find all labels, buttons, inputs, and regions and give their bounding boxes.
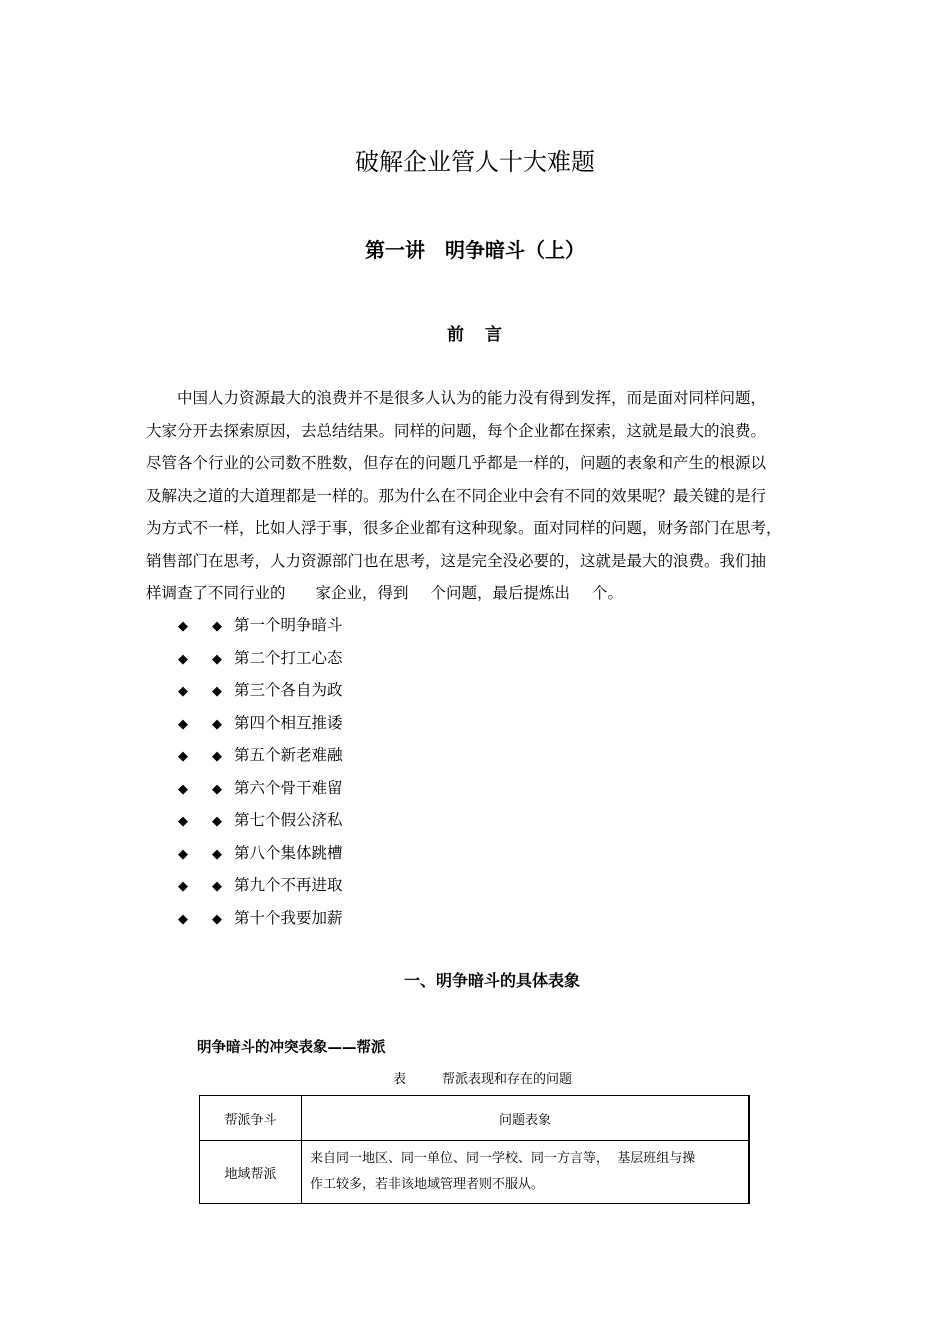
diamond-bullet-icon: ◆ bbox=[178, 814, 188, 829]
list-item: ◆ ◆ 第十个我要加薪 bbox=[178, 902, 343, 935]
table-header-cell: 帮派争斗 bbox=[200, 1096, 302, 1141]
paragraph-line: 尽管各个行业的公司数不胜数，但存在的问题几乎都是一样的，问题的表象和产生的根源以 bbox=[146, 454, 767, 472]
diamond-bullet-icon: ◆ bbox=[178, 716, 188, 732]
list-item: ◆ ◆ 第六个骨干难留 bbox=[178, 772, 343, 805]
table-caption-text: 帮派表现和存在的问题 bbox=[442, 1072, 573, 1087]
list-item: ◆ ◆ 第七个假公济私 bbox=[178, 804, 343, 837]
diamond-bullet-icon: ◆ bbox=[178, 651, 188, 667]
paragraph-line: 大家分开去探索原因，去总结结果。同样的问题，每个企业都在探索，这就是最大的浪费。 bbox=[146, 421, 767, 440]
list-item: ◆ ◆ 第三个各自为政 bbox=[178, 674, 343, 707]
table-cell-description: 来自同一地区、同一单位、同一学校、同一方言等， 基层班组与操 作工较多，若非该地域管理者则不服从。 bbox=[302, 1141, 750, 1204]
diamond-bullet-icon: ◆ bbox=[212, 846, 222, 862]
diamond-bullet-icon: ◆ bbox=[212, 911, 222, 927]
diamond-bullet-icon: ◆ bbox=[178, 684, 188, 699]
lecture-title: 第一讲 明争暗斗（上） bbox=[365, 238, 585, 262]
table-header-cell: 问题表象 bbox=[302, 1096, 750, 1141]
problem-list bbox=[178, 609, 343, 934]
diamond-bullet-icon: ◆ bbox=[212, 619, 222, 634]
preface-char-2: 言 bbox=[485, 325, 503, 345]
diamond-bullet-icon: ◆ bbox=[212, 684, 222, 699]
list-item: ◆ ◆ 第九个不再进取 bbox=[178, 869, 343, 902]
paragraph-line: 为方式不一样，比如人浮于事，很多企业都有这种现象。面对同样的问题，财务部门在思考， bbox=[146, 519, 782, 537]
diamond-bullet-icon: ◆ bbox=[178, 749, 188, 764]
paragraph-line: 及解决之道的大道理都是一样的。那为什么在不同企业中会有不同的效果呢？最关键的是行 bbox=[146, 486, 767, 505]
preface-paragraph bbox=[146, 382, 808, 610]
table-row bbox=[200, 1141, 750, 1204]
diamond-bullet-icon: ◆ bbox=[178, 619, 188, 634]
table-caption bbox=[393, 1068, 572, 1087]
diamond-bullet-icon: ◆ bbox=[212, 716, 222, 732]
document-title: 破解企业管人十大难题 bbox=[355, 148, 595, 176]
diamond-bullet-icon: ◆ bbox=[178, 911, 188, 927]
diamond-bullet-icon: ◆ bbox=[178, 846, 188, 862]
diamond-bullet-icon: ◆ bbox=[178, 879, 188, 894]
diamond-bullet-icon: ◆ bbox=[212, 814, 222, 829]
diamond-bullet-icon: ◆ bbox=[212, 651, 222, 667]
paragraph-last-line: 样调查了不同行业的 家企业，得到 个问题，最后提炼出 个。 bbox=[146, 584, 624, 602]
table-caption-label: 表 bbox=[393, 1072, 407, 1087]
list-item: ◆ ◆ 第四个相互推诿 bbox=[178, 707, 343, 740]
paragraph-line: 中国人力资源最大的浪费并不是很多人认为的能力没有得到发挥，而是面对同样问题， bbox=[177, 389, 767, 407]
table-header-row bbox=[200, 1096, 750, 1141]
diamond-bullet-icon: ◆ bbox=[212, 749, 222, 764]
diamond-bullet-icon: ◆ bbox=[178, 781, 188, 797]
table-cell-type: 地域帮派 bbox=[200, 1141, 302, 1204]
paragraph-line: 销售部门在思考，人力资源部门也在思考，这是完全没必要的，这就是最大的浪费。我们抽 bbox=[146, 551, 767, 570]
preface-char-1: 前 bbox=[447, 325, 465, 345]
list-item: ◆ ◆ 第一个明争暗斗 bbox=[178, 609, 343, 642]
sub-heading: 明争暗斗的冲突表象——帮派 bbox=[197, 1040, 386, 1056]
list-item: ◆ ◆ 第八个集体跳槽 bbox=[178, 837, 343, 870]
diamond-bullet-icon: ◆ bbox=[212, 879, 222, 894]
preface-heading bbox=[0, 320, 950, 345]
diamond-bullet-icon: ◆ bbox=[212, 781, 222, 797]
list-item: ◆ ◆ 第二个打工心态 bbox=[178, 642, 343, 675]
faction-table bbox=[199, 1095, 750, 1204]
section-heading: 一、明争暗斗的具体表象 bbox=[403, 971, 580, 990]
list-item: ◆ ◆ 第五个新老难融 bbox=[178, 739, 343, 772]
